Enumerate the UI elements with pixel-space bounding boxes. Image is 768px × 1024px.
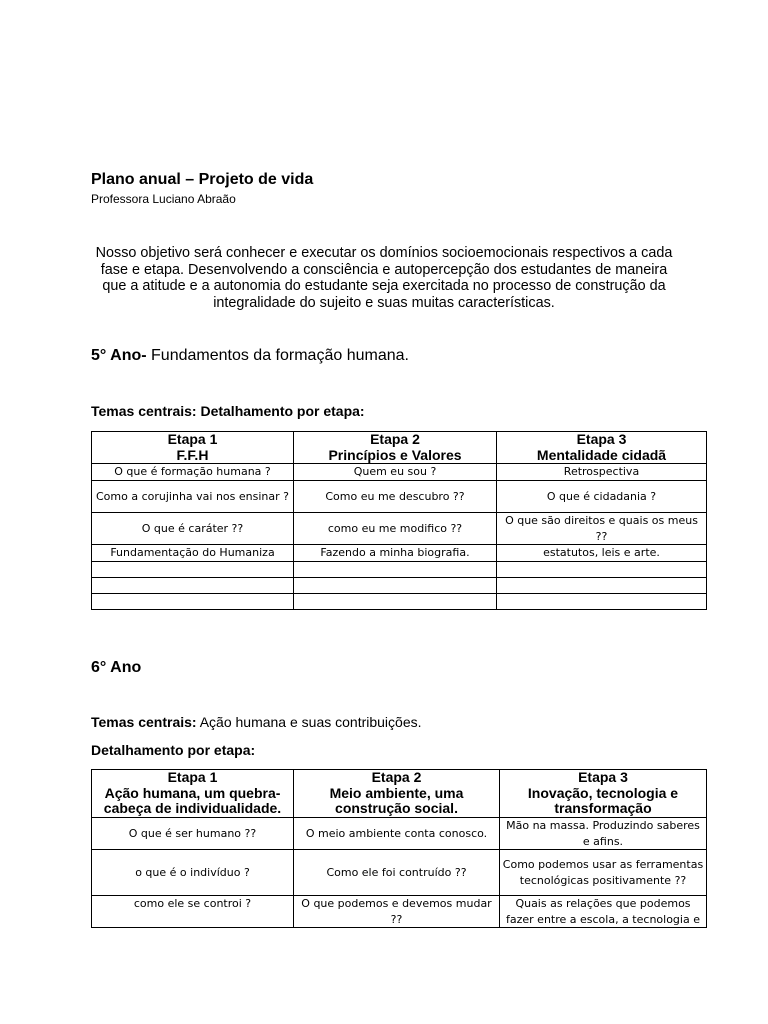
intro-paragraph: Nosso objetivo será conhecer e executar os domínios socioemocionais respectivos a cada fase e etapa. Desenvolvendo a consciência e autopercepção dos estudantes de maneira que a atitude e a autonomia do estudante seja exercitada no processo de construção da integralidade do sujeito e suas muitas características.	[95, 245, 673, 311]
document-author: Professora Luciano Abraão	[91, 192, 236, 206]
table-cell: O meio ambiente conta conosco.	[294, 818, 500, 850]
grade5-heading-lead: 5° Ano-	[91, 347, 147, 364]
grade5-themes-label-text: Temas centrais: Detalhamento por etapa:	[91, 403, 365, 419]
table-row	[92, 513, 707, 545]
table-row-empty	[92, 562, 707, 578]
grade6-header-etapa-2: Etapa 2 Meio ambiente, uma construção social.	[294, 770, 500, 818]
table-cell: Quais as relações que podemos fazer entre a escola, a tecnologia e	[500, 896, 707, 928]
table-cell: O que é formação humana ?	[92, 464, 294, 481]
grade6-table-header-row	[92, 770, 707, 818]
grade6-heading: 6° Ano	[91, 659, 142, 676]
table-cell: estatutos, leis e arte.	[497, 545, 707, 562]
grade5-table	[91, 431, 707, 610]
grade6-themes-label	[91, 714, 422, 730]
table-cell: Como podemos usar as ferramentas tecnológicas positivamente ??	[500, 850, 707, 896]
table-cell: Como a corujinha vai nos ensinar ?	[92, 481, 294, 513]
table-cell: Mão na massa. Produzindo saberes e afins.	[500, 818, 707, 850]
table-row	[92, 545, 707, 562]
table-cell: Retrospectiva	[497, 464, 707, 481]
table-cell	[92, 578, 294, 594]
table-cell	[497, 562, 707, 578]
grade5-themes-label	[91, 403, 365, 419]
table-row	[92, 896, 707, 928]
table-cell: Fundamentação do Humaniza	[92, 545, 294, 562]
table-cell: o que é o indivíduo ?	[92, 850, 294, 896]
table-cell	[92, 594, 294, 610]
document-title: Plano anual – Projeto de vida	[91, 171, 314, 188]
table-row-empty	[92, 578, 707, 594]
table-row	[92, 481, 707, 513]
grade6-themes-text: Ação humana e suas contribuições.	[196, 714, 422, 730]
grade5-header-etapa-2: Etapa 2 Princípios e Valores	[294, 432, 497, 464]
grade5-table-header-row	[92, 432, 707, 464]
table-row	[92, 850, 707, 896]
grade5-header-etapa-3: Etapa 3 Mentalidade cidadã	[497, 432, 707, 464]
table-cell: Quem eu sou ?	[294, 464, 497, 481]
table-cell	[294, 562, 497, 578]
grade6-table	[91, 769, 707, 928]
table-cell: O que é ser humano ??	[92, 818, 294, 850]
table-cell	[497, 578, 707, 594]
grade5-header-etapa-1: Etapa 1 F.F.H	[92, 432, 294, 464]
grade5-heading	[91, 347, 409, 365]
table-row	[92, 464, 707, 481]
grade6-detail-label	[91, 742, 255, 758]
grade6-themes-label-lead: Temas centrais:	[91, 714, 197, 730]
grade6-header-etapa-3: Etapa 3 Inovação, tecnologia e transformação	[500, 770, 707, 818]
table-cell: O que é cidadania ?	[497, 481, 707, 513]
table-cell: Fazendo a minha biografia.	[294, 545, 497, 562]
table-cell: Como ele foi contruído ??	[294, 850, 500, 896]
table-cell: Como eu me descubro ??	[294, 481, 497, 513]
table-cell	[294, 594, 497, 610]
table-cell: como eu me modifico ??	[294, 513, 497, 545]
grade5-heading-rest: Fundamentos da formação humana.	[146, 347, 409, 364]
table-row-empty	[92, 594, 707, 610]
table-cell: O que são direitos e quais os meus ??	[497, 513, 707, 545]
table-cell: O que podemos e devemos mudar ??	[294, 896, 500, 928]
grade6-header-etapa-1: Etapa 1 Ação humana, um quebra- cabeça de individualidade.	[92, 770, 294, 818]
table-cell	[92, 562, 294, 578]
grade6-detail-label-text: Detalhamento por etapa:	[91, 742, 256, 758]
table-cell: como ele se controi ?	[92, 896, 294, 928]
table-cell	[497, 594, 707, 610]
table-cell: O que é caráter ??	[92, 513, 294, 545]
table-cell	[294, 578, 497, 594]
table-row	[92, 818, 707, 850]
